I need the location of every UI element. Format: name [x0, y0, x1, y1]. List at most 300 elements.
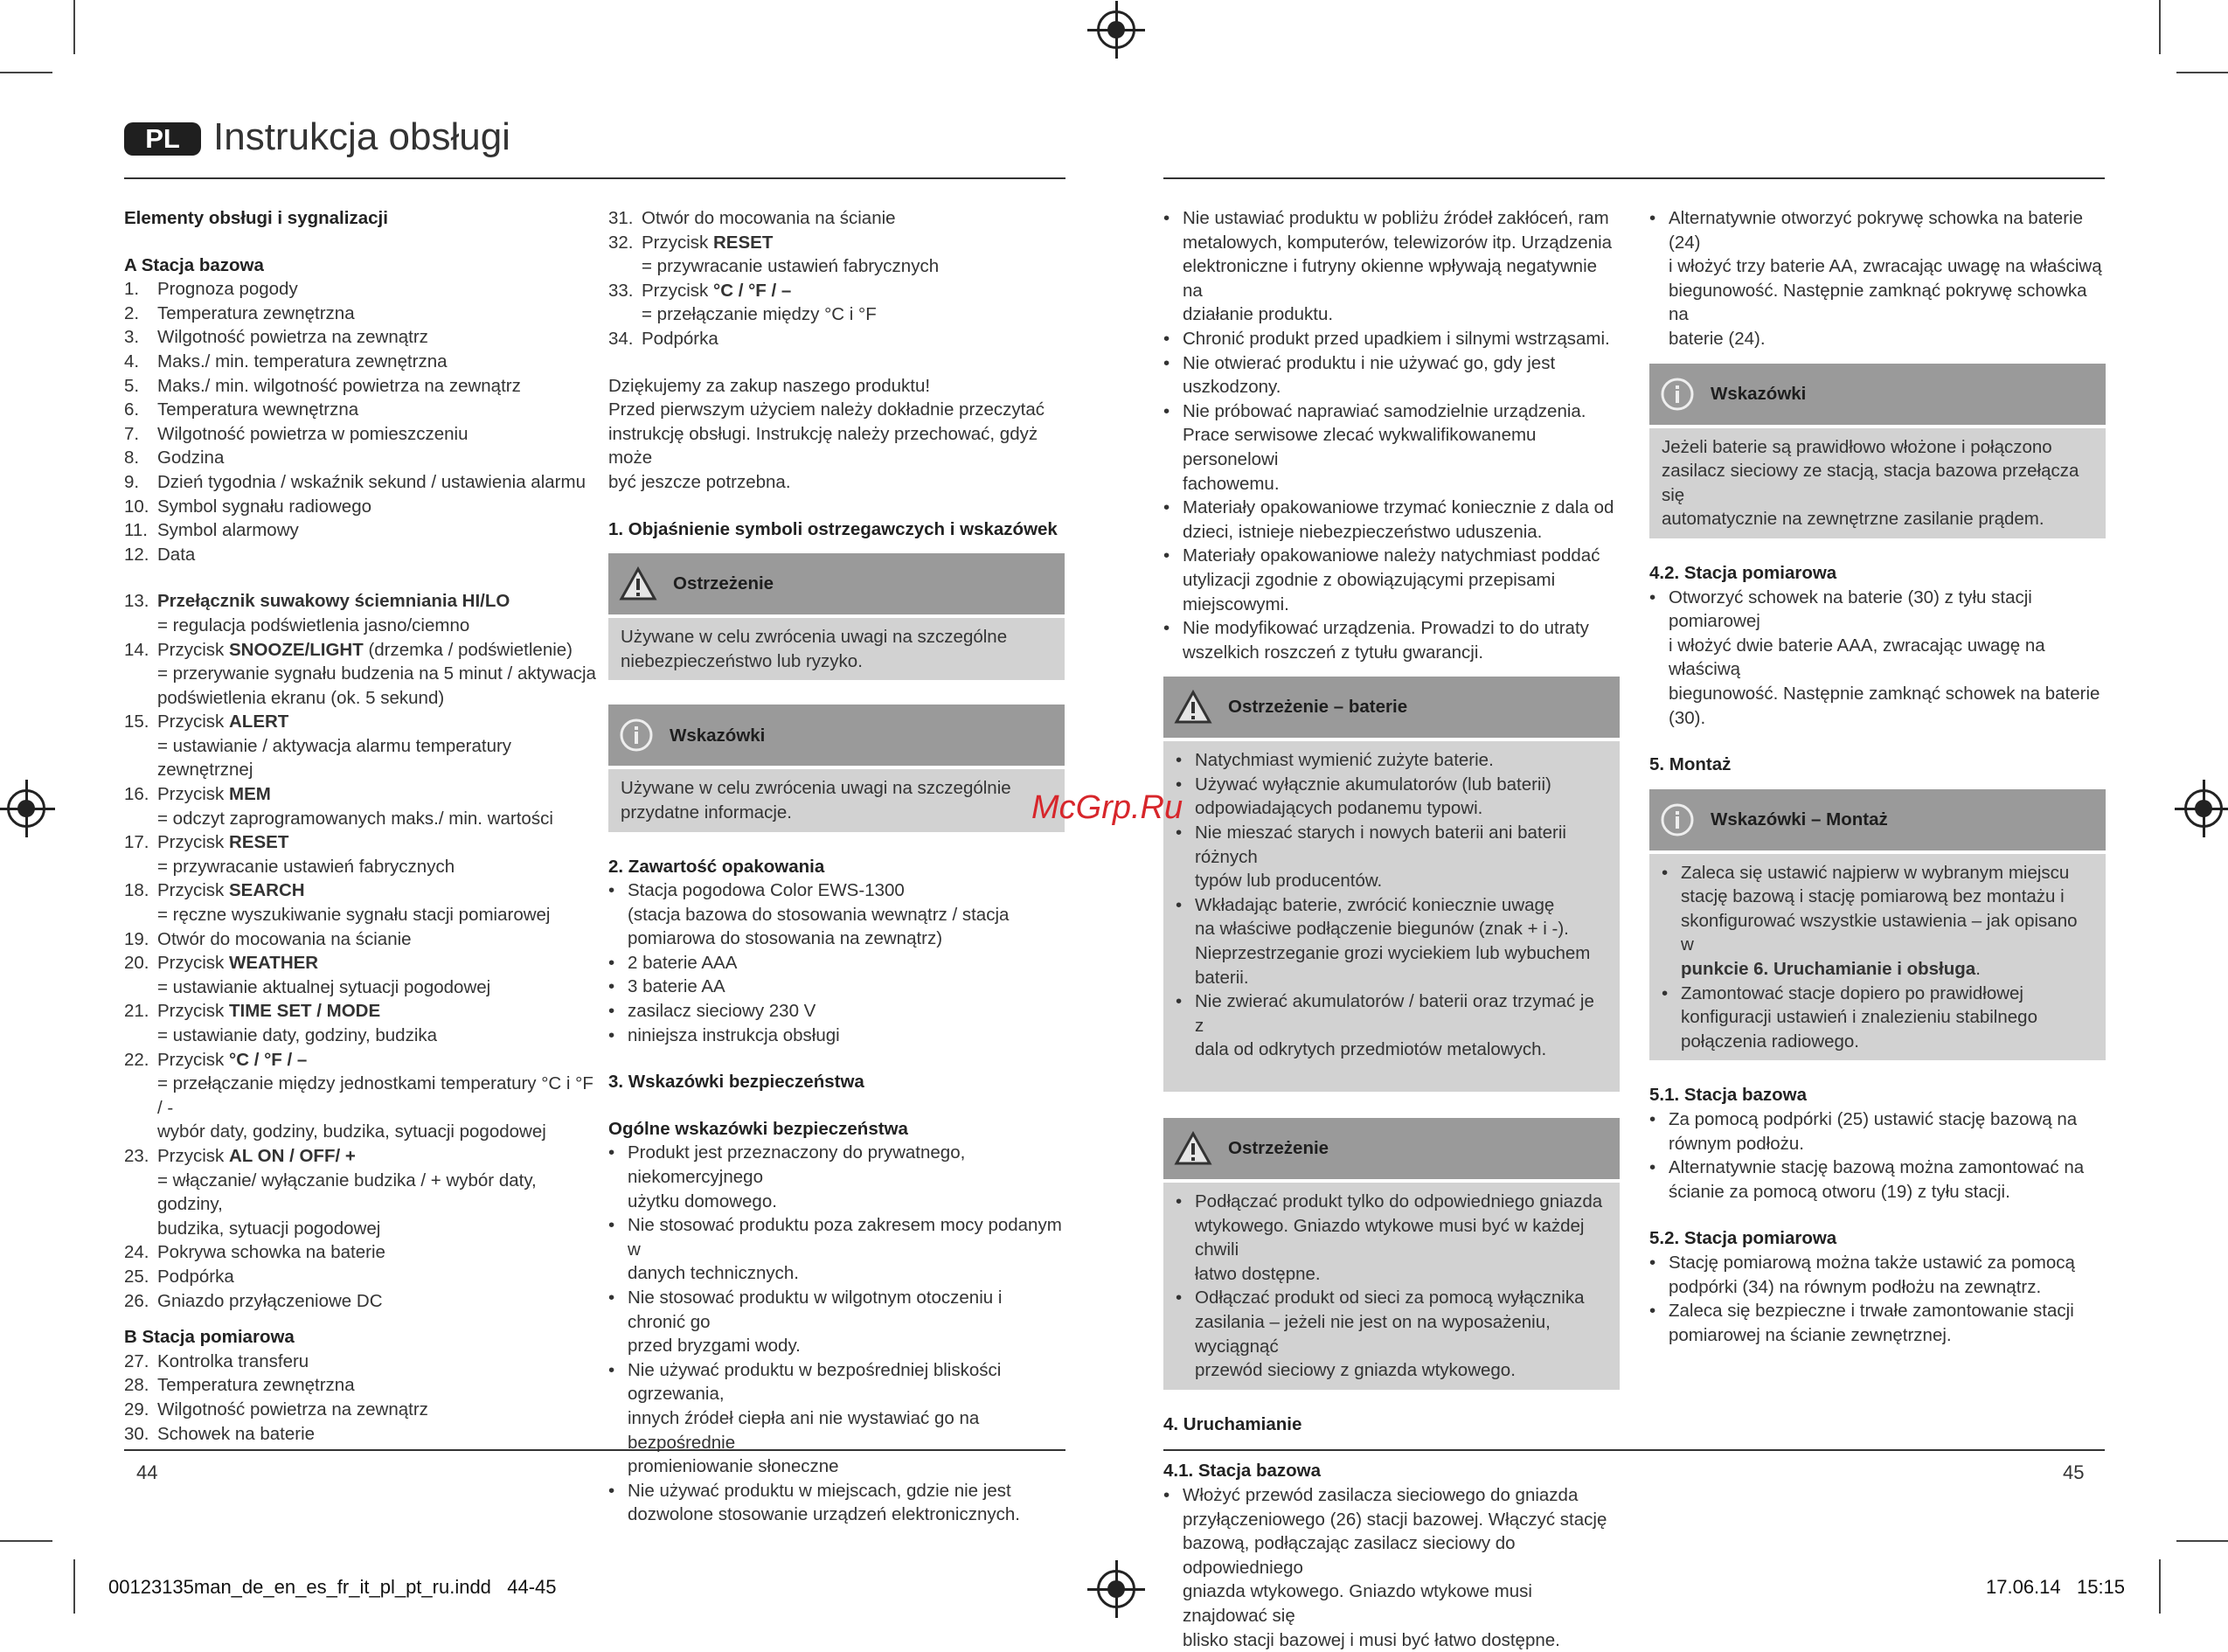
note-box-body: [608, 769, 1065, 831]
item-text: Wilgotność powietrza na zewnątrz: [157, 325, 428, 350]
text-line: dzieci, istnieje niebezpieczeństwo uduszenia.: [1183, 520, 1614, 545]
item-number: 7.: [124, 422, 157, 447]
item-prefix: Przycisk: [157, 1001, 229, 1021]
text-line: 2 baterie AAA: [628, 951, 737, 975]
info-icon: [1660, 377, 1695, 412]
warning-box-body: [1163, 1183, 1620, 1390]
bullet: •: [608, 1479, 628, 1527]
text-line: łatwo dostępne.: [1195, 1262, 1607, 1287]
text-line: przed bryzgami wody.: [628, 1334, 1065, 1358]
text-line: danych technicznych.: [628, 1261, 1065, 1286]
bullet: •: [608, 1024, 628, 1048]
bullet: •: [1649, 1251, 1669, 1299]
list-item: [124, 878, 596, 903]
item-text: [157, 782, 271, 807]
list-item: [124, 1350, 596, 1374]
text-line: równym podłożu.: [1669, 1132, 2077, 1156]
section-heading: Elementy obsługi i sygnalizacji: [124, 206, 596, 231]
crop-mark: [2159, 1559, 2161, 1614]
text-line: Nie ustawiać produktu w pobliżu źródeł zakłóceń, ram: [1183, 206, 1620, 231]
item-number: 13.: [124, 589, 157, 614]
item-description: = ustawianie aktualnej sytuacji pogodowej: [124, 975, 596, 1000]
crop-mark: [2159, 0, 2161, 54]
text-line: Materiały opakowaniowe należy natychmiast poddać: [1183, 544, 1600, 568]
list-item: [1163, 1483, 1620, 1652]
item-text: [1183, 206, 1620, 327]
list-item: [1176, 989, 1607, 1062]
item-description: = przywracanie ustawień fabrycznych: [608, 254, 1065, 279]
item-text: [1195, 821, 1607, 893]
text-line: blisko stacji bazowej i musi być łatwo dostępne.: [1183, 1628, 1620, 1652]
item-key: MEM: [229, 784, 271, 804]
info-icon: [1660, 802, 1695, 837]
text-line: baterii.: [1195, 966, 1590, 990]
list-item: [1163, 496, 1620, 544]
item-text: [1183, 351, 1555, 399]
item-text: Schowek na baterie: [157, 1422, 315, 1447]
bullet: •: [1163, 496, 1183, 544]
list-item: [1176, 893, 1607, 989]
warning-title: Ostrzeżenie: [673, 572, 774, 596]
item-description: = włączanie/ wyłączanie budzika / + wybór daty, godziny,: [124, 1169, 596, 1217]
text-line: Natychmiast wymienić zużyte baterie.: [1195, 748, 1494, 773]
text-line: Za pomocą podpórki (25) ustawić stację bazową na: [1669, 1107, 2077, 1132]
warning-box-body: [608, 618, 1065, 680]
item-key: °C / °F / –: [229, 1050, 307, 1070]
bullet: •: [1176, 748, 1195, 773]
bullet: •: [1176, 821, 1195, 893]
list-item: [124, 518, 596, 543]
list-item: [608, 1358, 1065, 1479]
item-description: wybór daty, godziny, budzika, sytuacji pogodowej: [124, 1120, 596, 1144]
item-number: 34.: [608, 327, 642, 351]
text-line: uszkodzony.: [1183, 375, 1555, 399]
list-item: [124, 710, 596, 734]
list-item: [124, 495, 596, 519]
registration-mark-icon: [7, 789, 45, 828]
item-number: 23.: [124, 1144, 157, 1169]
text-line: przewód sieciowy z gniazda wtykowego.: [1195, 1358, 1607, 1383]
text-line: Nie mieszać starych i nowych baterii ani baterii różnych: [1195, 821, 1607, 869]
item-text: Wilgotność powietrza w pomieszczeniu: [157, 422, 468, 447]
watermark: McGrp.Ru: [1031, 789, 1183, 827]
item-key: RESET: [229, 832, 288, 852]
item-key: °C / °F / –: [713, 281, 791, 301]
bold-reference: punkcie 6. Uruchamianie i obsługa: [1681, 959, 1975, 979]
registration-mark-icon: [1097, 10, 1135, 49]
bullet: •: [1176, 773, 1195, 821]
item-number: 26.: [124, 1289, 157, 1314]
text-line: użytku domowego.: [628, 1190, 1065, 1214]
text-line: skonfigurować wszystkie ustawienia – jak opisano w: [1681, 909, 2093, 957]
section-heading: 3. Wskazówki bezpieczeństwa: [608, 1070, 1065, 1094]
battery-warning-body: [1163, 741, 1620, 1092]
list-item: [608, 1213, 1065, 1286]
registration-mark-icon: [1097, 1570, 1135, 1608]
bullet: •: [1163, 616, 1183, 664]
item-text: Temperatura zewnętrzna: [157, 1373, 355, 1398]
bullet: •: [608, 999, 628, 1024]
language-badge: PL: [124, 122, 201, 156]
text-line: Włożyć przewód zasilacza sieciowego do gniazda: [1183, 1483, 1620, 1508]
note-box-header: [608, 705, 1065, 766]
text-line: wtykowego. Gniazdo wtykowe musi być w każdej chwili: [1195, 1214, 1607, 1262]
list-item: [124, 302, 596, 326]
bullet: •: [1649, 1156, 1669, 1204]
item-prefix: Przycisk: [157, 784, 229, 804]
list-item: [124, 1422, 596, 1447]
section-subheading: Ogólne wskazówki bezpieczeństwa: [608, 1117, 1065, 1142]
text-line: konfiguracji ustawień i znalezieniu stabilnego: [1681, 1005, 2037, 1030]
item-text: [1669, 1251, 2075, 1299]
text-line: zasilacz sieciowy 230 V: [628, 999, 816, 1024]
text-line: Używać wyłącznie akumulatorów (lub baterii): [1195, 773, 1551, 797]
item-text: [628, 1358, 1065, 1479]
page-number-right: 45: [2063, 1461, 2084, 1484]
item-text: [157, 638, 573, 663]
item-description: = przełączanie między °C i °F: [608, 302, 1065, 327]
item-text: [642, 206, 896, 231]
list-item: [1176, 1286, 1607, 1382]
text-line: Nie stosować produktu poza zakresem mocy podanym w: [628, 1213, 1065, 1261]
list-item: [608, 231, 1065, 255]
column-4: [1649, 206, 2106, 1347]
item-text: [1195, 989, 1607, 1062]
item-prefix: Przycisk: [157, 953, 229, 973]
section-heading: 1. Objaśnienie symboli ostrzegawczych i wskazówek: [608, 517, 1065, 542]
item-text: [642, 327, 718, 351]
item-text: Maks./ min. temperatura zewnętrzna: [157, 350, 448, 374]
list-item: [1163, 206, 1620, 327]
text-line: Zaleca się ustawić najpierw w wybranym miejscu: [1681, 861, 2093, 885]
list-item: [608, 1024, 1065, 1048]
item-text: [1669, 1107, 2077, 1156]
bullet: •: [1649, 586, 1669, 731]
item-text: [628, 1024, 840, 1048]
list-item: [608, 999, 1065, 1024]
item-description: = ustawianie daty, godziny, budzika: [124, 1024, 596, 1048]
item-key: Przełącznik suwakowy ściemniania HI/LO: [157, 591, 510, 611]
text-line: 3 baterie AA: [628, 975, 725, 999]
list-item: [608, 951, 1065, 975]
list-item: [608, 327, 1065, 351]
list-item: [608, 975, 1065, 999]
text-line: stację bazową i stację pomiarową bez montażu i: [1681, 885, 2093, 909]
list-item: [124, 589, 596, 614]
item-number: 5.: [124, 374, 157, 399]
item-number: 19.: [124, 927, 157, 952]
item-prefix: Pokrywa schowka na baterie: [157, 1242, 385, 1262]
text-line: Otworzyć schowek na baterie (30) z tyłu stacji pomiarowej: [1669, 586, 2106, 634]
list-item: [1649, 1299, 2106, 1347]
item-text: [1183, 327, 1610, 351]
item-text: [642, 279, 791, 303]
header-rule-left: [124, 177, 1065, 179]
text-line: na właściwe podłączenie biegunów (znak + i -).: [1195, 917, 1590, 941]
text-line: Alternatywnie stację bazową można zamontować na: [1669, 1156, 2084, 1180]
bullet: •: [1649, 1107, 1669, 1156]
list-item: [1176, 1190, 1607, 1286]
list-item: [124, 446, 596, 470]
item-number: 21.: [124, 999, 157, 1024]
text-line: Nie otwierać produktu i nie używać go, gdy jest: [1183, 351, 1555, 376]
item-text: Kontrolka transferu: [157, 1350, 309, 1374]
item-text: Godzina: [157, 446, 224, 470]
battery-warning-title: Ostrzeżenie – baterie: [1228, 695, 1407, 719]
text-line: baterie (24).: [1669, 327, 2106, 351]
text-line: być jeszcze potrzebna.: [608, 470, 1065, 495]
crop-mark: [2176, 72, 2228, 73]
battery-warning-header: [1163, 677, 1620, 738]
text-line: i włożyć dwie baterie AAA, zwracając uwagę na właściwą: [1669, 634, 2106, 682]
item-number: 11.: [124, 518, 157, 543]
footer-filename: 00123135man_de_en_es_fr_it_pl_pt_ru.indd 44-45: [108, 1576, 557, 1599]
text-line: Chronić produkt przed upadkiem i silnymi wstrząsami.: [1183, 327, 1610, 351]
item-number: 33.: [608, 279, 642, 303]
crop-mark: [0, 72, 52, 73]
text-line: wszelkich roszczeń z tytułu gwarancji.: [1183, 641, 1589, 665]
text-line: Odłączać produkt od sieci za pomocą wyłącznika: [1195, 1286, 1607, 1310]
item-text: [1195, 1190, 1607, 1286]
text-line: Nie zwierać akumulatorów / baterii oraz trzymać je z: [1195, 989, 1607, 1038]
header-rule-right: [1163, 177, 2105, 179]
warning-triangle-icon: [619, 566, 657, 601]
bullet: •: [608, 1141, 628, 1213]
text-line: niniejsza instrukcja obsługi: [628, 1024, 840, 1048]
list-item: [608, 1141, 1065, 1213]
text-line: działanie produktu.: [1183, 302, 1620, 327]
item-text: Temperatura wewnętrzna: [157, 398, 358, 422]
item-prefix: Przycisk: [642, 233, 713, 253]
item-number: 20.: [124, 951, 157, 975]
item-prefix: Podpórka: [642, 329, 718, 349]
page-number-left: 44: [136, 1461, 157, 1484]
warning-title: Ostrzeżenie: [1228, 1136, 1329, 1161]
item-text: [157, 927, 412, 952]
text-line: automatycznie na zewnętrzne zasilanie prądem.: [1662, 507, 2093, 531]
list-item: [124, 782, 596, 807]
list-item: [1649, 1156, 2106, 1204]
list-item: [124, 398, 596, 422]
text-line: utylizacji zgodnie z obowiązującymi przepisami: [1183, 568, 1600, 593]
item-text: [1681, 982, 2037, 1054]
item-text: [157, 1144, 356, 1169]
item-number: 15.: [124, 710, 157, 734]
list-item: [1163, 544, 1620, 616]
text-line: odpowiadających podanemu typowi.: [1195, 796, 1551, 821]
list-item: [1163, 616, 1620, 664]
item-text: [1669, 586, 2106, 731]
text-line: Nie próbować naprawiać samodzielnie urządzenia.: [1183, 399, 1620, 424]
item-number: 9.: [124, 470, 157, 495]
list-item: [608, 1479, 1065, 1527]
text-line: niebezpieczeństwo lub ryzyko.: [621, 649, 1052, 674]
text-line: miejscowymi.: [1183, 593, 1600, 617]
item-prefix: Podpórka: [157, 1267, 234, 1287]
item-number: 18.: [124, 878, 157, 903]
warning-box-header: [608, 553, 1065, 614]
item-number: 27.: [124, 1350, 157, 1374]
item-number: 24.: [124, 1240, 157, 1265]
note-title: Wskazówki: [1711, 382, 1806, 406]
item-text: [628, 951, 737, 975]
item-number: 1.: [124, 277, 157, 302]
registration-mark-icon: [2184, 789, 2223, 828]
text-line: ścianie za pomocą otworu (19) z tyłu stacji.: [1669, 1180, 2084, 1204]
item-text: [628, 878, 1009, 951]
warning-box-header: [1163, 1118, 1620, 1179]
item-description: podświetlenia ekranu (ok. 5 sekund): [124, 686, 596, 711]
item-number: 32.: [608, 231, 642, 255]
section-heading: 5.1. Stacja bazowa: [1649, 1083, 2106, 1107]
item-number: 22.: [124, 1048, 157, 1072]
item-text: [157, 999, 380, 1024]
text-line: zasilacz sieciowy ze stacją, stacja bazowa przełącza się: [1662, 459, 2093, 507]
item-text: Temperatura zewnętrzna: [157, 302, 355, 326]
bullet: •: [1163, 351, 1183, 399]
list-item: [124, 1265, 596, 1289]
list-item: [1163, 351, 1620, 399]
list-item: • Zaleca się ustawić najpierw w wybranym miejscu stację bazową i stację pomiarową bez montażu i skonfigurować wszystkie ustawienia – jak opisano w punkcie 6. Uruchamianie i obsługa.: [1662, 861, 2093, 982]
list-item: [1163, 327, 1620, 351]
text-line: Materiały opakowaniowe trzymać koniecznie z dala od: [1183, 496, 1614, 520]
item-key: RESET: [713, 233, 773, 253]
mount-note-header: [1649, 789, 2106, 850]
item-text: Symbol sygnału radiowego: [157, 495, 371, 519]
text-line: instrukcję obsługi. Instrukcję należy przechować, gdyż może: [608, 422, 1065, 470]
item-text: [1195, 1286, 1607, 1382]
text-line: Używane w celu zwrócenia uwagi na szczególne: [621, 625, 1052, 649]
text-line: dozwolone stosowanie urządzeń elektronicznych.: [628, 1503, 1020, 1527]
list-item: [124, 277, 596, 302]
item-description: = regulacja podświetlenia jasno/ciemno: [124, 614, 596, 638]
text-line: biegunowość. Następnie zamknąć pokrywę schowka na: [1669, 279, 2106, 327]
text-line: przydatne informacje.: [621, 801, 1052, 825]
text-line: i włożyć trzy baterie AA, zwracając uwagę na właściwą: [1669, 254, 2106, 279]
list-item: [124, 1398, 596, 1422]
bullet: •: [1176, 1190, 1195, 1286]
list-item: [124, 374, 596, 399]
item-text: [1183, 544, 1600, 616]
text-line: Używane w celu zwrócenia uwagi na szczególnie: [621, 776, 1052, 801]
item-suffix: (drzemka / podświetlenie): [364, 640, 573, 660]
item-number: 12.: [124, 543, 157, 567]
item-text: [157, 1048, 307, 1072]
item-text: Prognoza pogody: [157, 277, 298, 302]
item-number: 3.: [124, 325, 157, 350]
text-line: pomiarowa do stosowania na zewnątrz): [628, 927, 1009, 951]
item-prefix: Przycisk: [642, 281, 713, 301]
item-prefix: Gniazdo przyłączeniowe DC: [157, 1291, 383, 1311]
item-number: 16.: [124, 782, 157, 807]
section-heading: 5.2. Stacja pomiarowa: [1649, 1226, 2106, 1251]
list-item: [124, 1289, 596, 1314]
text-line: połączenia radiowego.: [1681, 1030, 2037, 1054]
item-number: 14.: [124, 638, 157, 663]
item-text: [1183, 399, 1620, 496]
crop-mark: [73, 1559, 75, 1614]
item-key: SNOOZE/LIGHT: [229, 640, 364, 660]
list-item: [1176, 773, 1607, 821]
text-line: Jeżeli baterie są prawidłowo włożone i połączono: [1662, 435, 2093, 460]
item-description: = przywracanie ustawień fabrycznych: [124, 855, 596, 879]
item-text: [1183, 1483, 1620, 1652]
text-line: Stację pomiarową można także ustawić za pomocą: [1669, 1251, 2075, 1275]
list-item: [124, 830, 596, 855]
text-line: gniazda wtykowego. Gniazdo wtykowe musi znajdować się: [1183, 1579, 1620, 1628]
note-box-body: [1649, 428, 2106, 538]
item-text: [628, 999, 816, 1024]
text-line: Dziękujemy za zakup naszego produktu!: [608, 374, 1065, 399]
list-item: [124, 350, 596, 374]
list-item: [124, 325, 596, 350]
crop-mark: [0, 1540, 52, 1542]
text-line: biegunowość. Następnie zamknąć schowek na baterie (30).: [1669, 682, 2106, 730]
section-heading: 2. Zawartość opakowania: [608, 855, 1065, 879]
text-line: przyłączeniowego (26) stacji bazowej. Włączyć stację: [1183, 1508, 1620, 1532]
text-line: Nie używać produktu w miejscach, gdzie nie jest: [628, 1479, 1020, 1503]
bullet: •: [1163, 1483, 1183, 1652]
list-item: [124, 638, 596, 663]
item-text: [157, 830, 288, 855]
section-heading: B Stacja pomiarowa: [124, 1325, 596, 1350]
item-text: [628, 1479, 1020, 1527]
item-number: 29.: [124, 1398, 157, 1422]
list-item: [608, 878, 1065, 951]
item-description: = odczyt zaprogramowanych maks./ min. wartości: [124, 807, 596, 831]
item-number: 28.: [124, 1373, 157, 1398]
text-line: bazową, podłączając zasilacz sieciowy do odpowiedniego: [1183, 1531, 1620, 1579]
list-item: [124, 1144, 596, 1169]
text-line: zasilania – jeżeli nie jest on na wyposażeniu, wyciągnąć: [1195, 1310, 1607, 1358]
item-text: [1669, 206, 2106, 351]
bullet: •: [1163, 399, 1183, 496]
item-prefix: Przycisk: [157, 832, 229, 852]
item-text: Wilgotność powietrza na zewnątrz: [157, 1398, 428, 1422]
text-line: promieniowanie słoneczne: [628, 1454, 1065, 1479]
list-item: [608, 279, 1065, 303]
item-key: WEATHER: [229, 953, 318, 973]
item-number: 30.: [124, 1422, 157, 1447]
crop-mark: [2176, 1540, 2228, 1542]
text-line: Podłączać produkt tylko do odpowiedniego gniazda: [1195, 1190, 1607, 1214]
text-line: pomiarowej na ścianie zewnętrznej.: [1669, 1323, 2074, 1348]
text-line: Produkt jest przeznaczony do prywatnego, niekomercyjnego: [628, 1141, 1065, 1189]
text-line: Przed pierwszym użyciem należy dokładnie przeczytać: [608, 398, 1065, 422]
bullet: •: [1163, 327, 1183, 351]
list-item: [608, 1286, 1065, 1358]
mount-note-title: Wskazówki – Montaż: [1711, 808, 1888, 832]
item-description: = ręczne wyszukiwanie sygnału stacji pomiarowej: [124, 903, 596, 927]
item-number: 6.: [124, 398, 157, 422]
text-line: Zaleca się bezpieczne i trwałe zamontowanie stacji: [1669, 1299, 2074, 1323]
item-prefix: Przycisk: [157, 1050, 229, 1070]
item-prefix: Przycisk: [157, 1146, 229, 1166]
text-line: Zamontować stacje dopiero po prawidłowej: [1681, 982, 2037, 1006]
item-prefix: Otwór do mocowania na ścianie: [157, 929, 412, 949]
item-text: [157, 878, 305, 903]
list-item: [1649, 206, 2106, 351]
list-item: [1649, 1107, 2106, 1156]
text-line: innych źródeł ciepła ani nie wystawiać go na bezpośrednie: [628, 1406, 1065, 1454]
page-title: Instrukcja obsługi: [213, 115, 510, 159]
item-text: Dzień tygodnia / wskaźnik sekund / ustawienia alarmu: [157, 470, 586, 495]
bullet: •: [608, 1213, 628, 1286]
item-prefix: Przycisk: [157, 880, 229, 900]
warning-triangle-icon: [1174, 690, 1212, 725]
item-text: [157, 1265, 234, 1289]
list-item: [1176, 821, 1607, 893]
